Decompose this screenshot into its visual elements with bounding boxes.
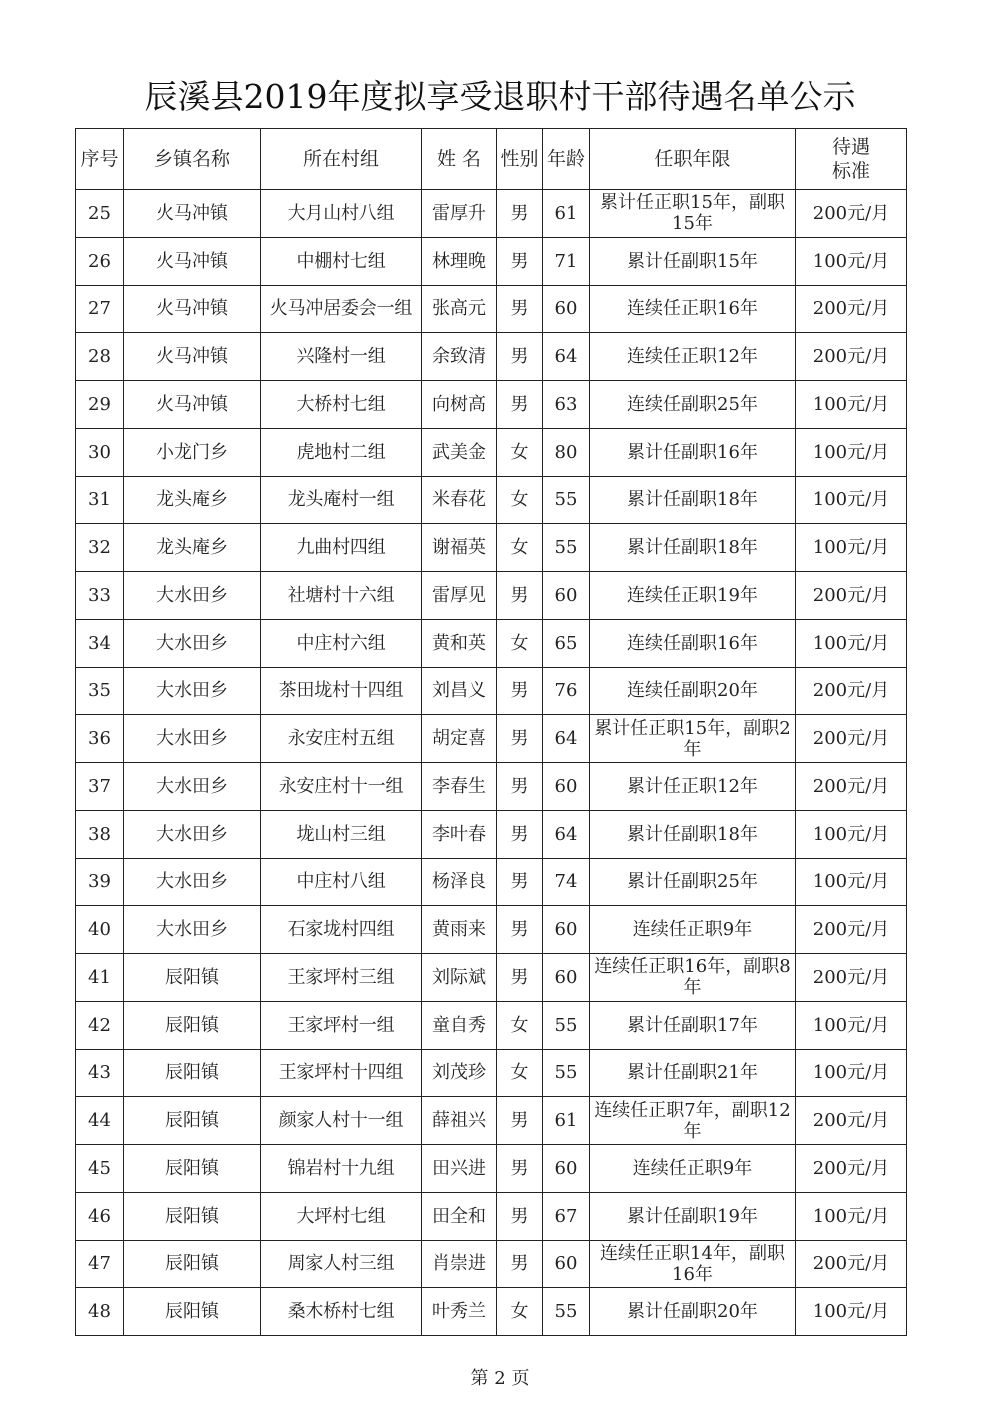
cell-tenure: 累计任副职18年 xyxy=(590,524,796,572)
cell-age: 64 xyxy=(543,810,590,858)
cell-village-group: 九曲村四组 xyxy=(261,524,422,572)
cell-name: 雷厚升 xyxy=(422,190,497,238)
cell-age: 55 xyxy=(543,524,590,572)
cell-standard: 100元/月 xyxy=(796,1049,907,1097)
cell-sex: 男 xyxy=(497,572,543,620)
table-row xyxy=(76,237,907,285)
cell-age: 76 xyxy=(543,667,590,715)
cell-town: 小龙门乡 xyxy=(124,428,261,476)
cell-sex: 女 xyxy=(497,1288,543,1336)
table-row xyxy=(76,954,907,1002)
cell-name: 李春生 xyxy=(422,763,497,811)
cell-village-group: 龙头庵村一组 xyxy=(261,476,422,524)
cell-standard: 100元/月 xyxy=(796,381,907,429)
cell-name: 杨泽良 xyxy=(422,858,497,906)
table-row xyxy=(76,810,907,858)
cell-age: 60 xyxy=(543,954,590,1002)
cell-town: 大水田乡 xyxy=(124,715,261,763)
cell-town: 大水田乡 xyxy=(124,810,261,858)
cell-standard: 100元/月 xyxy=(796,428,907,476)
cell-sex: 男 xyxy=(497,715,543,763)
table-row xyxy=(76,763,907,811)
table-row xyxy=(76,1097,907,1145)
cell-village-group: 王家坪村一组 xyxy=(261,1001,422,1049)
cell-age: 64 xyxy=(543,333,590,381)
cell-name: 余致清 xyxy=(422,333,497,381)
cell-tenure: 连续任副职20年 xyxy=(590,667,796,715)
cell-age: 63 xyxy=(543,381,590,429)
cell-serial-no: 32 xyxy=(76,524,124,572)
cell-serial-no: 41 xyxy=(76,954,124,1002)
cell-town: 辰阳镇 xyxy=(124,1240,261,1288)
cell-village-group: 王家坪村十四组 xyxy=(261,1049,422,1097)
cell-sex: 男 xyxy=(497,954,543,1002)
table-row xyxy=(76,572,907,620)
cell-serial-no: 36 xyxy=(76,715,124,763)
table-row xyxy=(76,715,907,763)
cell-village-group: 虎地村二组 xyxy=(261,428,422,476)
header-standard-line2: 标准 xyxy=(831,160,870,182)
cell-name: 李叶春 xyxy=(422,810,497,858)
cell-serial-no: 26 xyxy=(76,237,124,285)
cell-standard: 100元/月 xyxy=(796,1001,907,1049)
cell-name: 田全和 xyxy=(422,1192,497,1240)
table-row xyxy=(76,524,907,572)
cell-village-group: 中庄村八组 xyxy=(261,858,422,906)
cell-sex: 男 xyxy=(497,333,543,381)
cell-town: 火马冲镇 xyxy=(124,190,261,238)
cell-sex: 男 xyxy=(497,381,543,429)
header-standard xyxy=(796,129,907,190)
cell-age: 60 xyxy=(543,572,590,620)
header-age: 年龄 xyxy=(543,129,590,190)
cell-name: 黄和英 xyxy=(422,619,497,667)
cell-age: 55 xyxy=(543,1288,590,1336)
cell-town: 辰阳镇 xyxy=(124,1288,261,1336)
cell-town: 辰阳镇 xyxy=(124,1049,261,1097)
cell-serial-no: 43 xyxy=(76,1049,124,1097)
cell-standard: 100元/月 xyxy=(796,1192,907,1240)
cell-tenure: 累计任副职20年 xyxy=(590,1288,796,1336)
cell-serial-no: 37 xyxy=(76,763,124,811)
cell-tenure: 连续任副职25年 xyxy=(590,381,796,429)
table-body xyxy=(76,190,907,1336)
cell-standard: 200元/月 xyxy=(796,572,907,620)
cell-village-group: 中庄村六组 xyxy=(261,619,422,667)
cell-standard: 100元/月 xyxy=(796,524,907,572)
cell-sex: 男 xyxy=(497,237,543,285)
cell-age: 80 xyxy=(543,428,590,476)
cell-name: 黄雨来 xyxy=(422,906,497,954)
table-row xyxy=(76,333,907,381)
cell-sex: 女 xyxy=(497,1001,543,1049)
cell-town: 大水田乡 xyxy=(124,906,261,954)
cell-tenure: 累计任正职15年，副职15年 xyxy=(590,190,796,238)
cell-town: 火马冲镇 xyxy=(124,333,261,381)
cell-village-group: 兴隆村一组 xyxy=(261,333,422,381)
header-village-group: 所在村组 xyxy=(261,129,422,190)
cell-tenure: 连续任正职12年 xyxy=(590,333,796,381)
table-row xyxy=(76,1288,907,1336)
header-sex: 性别 xyxy=(497,129,543,190)
cell-village-group: 社塘村十六组 xyxy=(261,572,422,620)
cell-standard: 100元/月 xyxy=(796,237,907,285)
cell-age: 55 xyxy=(543,1001,590,1049)
table-row xyxy=(76,906,907,954)
cell-tenure: 连续任副职16年 xyxy=(590,619,796,667)
cell-town: 辰阳镇 xyxy=(124,1192,261,1240)
table-row xyxy=(76,285,907,333)
cell-age: 74 xyxy=(543,858,590,906)
cell-village-group: 永安庄村十一组 xyxy=(261,763,422,811)
cell-serial-no: 38 xyxy=(76,810,124,858)
cell-age: 60 xyxy=(543,763,590,811)
table-row xyxy=(76,619,907,667)
cell-town: 火马冲镇 xyxy=(124,237,261,285)
cell-standard: 100元/月 xyxy=(796,476,907,524)
cell-village-group: 火马冲居委会一组 xyxy=(261,285,422,333)
cell-town: 大水田乡 xyxy=(124,858,261,906)
cell-serial-no: 27 xyxy=(76,285,124,333)
cell-name: 雷厚见 xyxy=(422,572,497,620)
table-row xyxy=(76,667,907,715)
cell-serial-no: 48 xyxy=(76,1288,124,1336)
table-row xyxy=(76,1145,907,1193)
cell-sex: 男 xyxy=(497,858,543,906)
cell-tenure: 累计任副职17年 xyxy=(590,1001,796,1049)
cell-village-group: 颜家人村十一组 xyxy=(261,1097,422,1145)
cell-town: 大水田乡 xyxy=(124,572,261,620)
cell-serial-no: 34 xyxy=(76,619,124,667)
cell-age: 60 xyxy=(543,285,590,333)
cell-sex: 女 xyxy=(497,524,543,572)
table-row xyxy=(76,1049,907,1097)
cell-town: 大水田乡 xyxy=(124,667,261,715)
cell-age: 55 xyxy=(543,1049,590,1097)
table-row xyxy=(76,858,907,906)
cell-age: 61 xyxy=(543,1097,590,1145)
header-standard-line1: 待遇 xyxy=(831,136,870,158)
cell-village-group: 垅山村三组 xyxy=(261,810,422,858)
cell-tenure: 累计任副职15年 xyxy=(590,237,796,285)
cell-standard: 100元/月 xyxy=(796,858,907,906)
cell-name: 米春花 xyxy=(422,476,497,524)
cell-standard: 200元/月 xyxy=(796,1145,907,1193)
table-row xyxy=(76,190,907,238)
cell-village-group: 周家人村三组 xyxy=(261,1240,422,1288)
header-serial-no: 序号 xyxy=(76,129,124,190)
cell-tenure: 累计任副职21年 xyxy=(590,1049,796,1097)
cell-standard: 100元/月 xyxy=(796,619,907,667)
cell-sex: 男 xyxy=(497,1192,543,1240)
cell-tenure: 累计任副职25年 xyxy=(590,858,796,906)
cell-tenure: 连续任正职16年，副职8年 xyxy=(590,954,796,1002)
cell-age: 71 xyxy=(543,237,590,285)
cell-tenure: 累计任副职18年 xyxy=(590,810,796,858)
cell-name: 胡定喜 xyxy=(422,715,497,763)
page-number: 第 2 页 xyxy=(470,1368,530,1389)
cell-standard: 200元/月 xyxy=(796,763,907,811)
cell-town: 龙头庵乡 xyxy=(124,524,261,572)
cell-tenure: 累计任副职18年 xyxy=(590,476,796,524)
cell-age: 60 xyxy=(543,1240,590,1288)
cell-age: 55 xyxy=(543,476,590,524)
cell-sex: 男 xyxy=(497,810,543,858)
cell-name: 肖崇进 xyxy=(422,1240,497,1288)
cell-age: 67 xyxy=(543,1192,590,1240)
cell-sex: 男 xyxy=(497,906,543,954)
cell-age: 60 xyxy=(543,1145,590,1193)
cell-standard: 200元/月 xyxy=(796,906,907,954)
header-name: 姓 名 xyxy=(422,129,497,190)
cell-town: 辰阳镇 xyxy=(124,1145,261,1193)
cell-town: 火马冲镇 xyxy=(124,285,261,333)
cell-sex: 女 xyxy=(497,428,543,476)
cell-name: 田兴进 xyxy=(422,1145,497,1193)
cell-village-group: 大月山村八组 xyxy=(261,190,422,238)
cell-standard: 100元/月 xyxy=(796,1288,907,1336)
cell-serial-no: 25 xyxy=(76,190,124,238)
cell-town: 大水田乡 xyxy=(124,619,261,667)
header-tenure: 任职年限 xyxy=(590,129,796,190)
cell-village-group: 大桥村七组 xyxy=(261,381,422,429)
table-row xyxy=(76,476,907,524)
cell-village-group: 茶田垅村十四组 xyxy=(261,667,422,715)
cell-standard: 200元/月 xyxy=(796,1240,907,1288)
cell-standard: 200元/月 xyxy=(796,285,907,333)
cell-tenure: 累计任副职16年 xyxy=(590,428,796,476)
cell-age: 60 xyxy=(543,906,590,954)
cell-sex: 男 xyxy=(497,763,543,811)
cell-age: 61 xyxy=(543,190,590,238)
cell-serial-no: 31 xyxy=(76,476,124,524)
cell-village-group: 石家垅村四组 xyxy=(261,906,422,954)
cadre-roster-table xyxy=(75,128,907,1336)
cell-village-group: 桑木桥村七组 xyxy=(261,1288,422,1336)
cell-town: 火马冲镇 xyxy=(124,381,261,429)
cell-name: 谢福英 xyxy=(422,524,497,572)
cell-tenure: 连续任正职14年，副职16年 xyxy=(590,1240,796,1288)
cell-village-group: 永安庄村五组 xyxy=(261,715,422,763)
cell-village-group: 王家坪村三组 xyxy=(261,954,422,1002)
cell-serial-no: 29 xyxy=(76,381,124,429)
cell-sex: 男 xyxy=(497,1145,543,1193)
header-town: 乡镇名称 xyxy=(124,129,261,190)
cell-sex: 男 xyxy=(497,190,543,238)
cell-standard: 200元/月 xyxy=(796,1097,907,1145)
cell-sex: 男 xyxy=(497,285,543,333)
cell-serial-no: 47 xyxy=(76,1240,124,1288)
document-title: 辰溪县2019年度拟享受退职村干部待遇名单公示 xyxy=(144,77,856,116)
cell-serial-no: 45 xyxy=(76,1145,124,1193)
cell-standard: 200元/月 xyxy=(796,954,907,1002)
table-row xyxy=(76,1240,907,1288)
cell-tenure: 连续任正职16年 xyxy=(590,285,796,333)
cell-serial-no: 40 xyxy=(76,906,124,954)
cell-town: 辰阳镇 xyxy=(124,1097,261,1145)
cell-tenure: 累计任正职12年 xyxy=(590,763,796,811)
cell-tenure: 累计任正职15年，副职2年 xyxy=(590,715,796,763)
cell-sex: 男 xyxy=(497,1240,543,1288)
cell-tenure: 连续任正职9年 xyxy=(590,906,796,954)
cell-tenure: 累计任副职19年 xyxy=(590,1192,796,1240)
table-row xyxy=(76,1001,907,1049)
cell-tenure: 连续任正职7年，副职12年 xyxy=(590,1097,796,1145)
cell-village-group: 大坪村七组 xyxy=(261,1192,422,1240)
cell-town: 辰阳镇 xyxy=(124,954,261,1002)
cell-sex: 女 xyxy=(497,1049,543,1097)
cell-name: 刘际斌 xyxy=(422,954,497,1002)
cell-town: 辰阳镇 xyxy=(124,1001,261,1049)
cell-name: 武美金 xyxy=(422,428,497,476)
cell-name: 林理晚 xyxy=(422,237,497,285)
cell-sex: 女 xyxy=(497,619,543,667)
cell-age: 65 xyxy=(543,619,590,667)
cell-sex: 女 xyxy=(497,476,543,524)
cell-village-group: 锦岩村十九组 xyxy=(261,1145,422,1193)
cell-serial-no: 44 xyxy=(76,1097,124,1145)
cell-age: 64 xyxy=(543,715,590,763)
table-row xyxy=(76,428,907,476)
cell-serial-no: 35 xyxy=(76,667,124,715)
cell-name: 叶秀兰 xyxy=(422,1288,497,1336)
cell-tenure: 连续任正职9年 xyxy=(590,1145,796,1193)
table-header-row xyxy=(76,129,907,190)
cell-sex: 男 xyxy=(497,1097,543,1145)
cell-serial-no: 28 xyxy=(76,333,124,381)
cell-village-group: 中棚村七组 xyxy=(261,237,422,285)
cell-name: 刘昌义 xyxy=(422,667,497,715)
cell-serial-no: 42 xyxy=(76,1001,124,1049)
table-row xyxy=(76,1192,907,1240)
cell-standard: 200元/月 xyxy=(796,715,907,763)
cell-standard: 100元/月 xyxy=(796,810,907,858)
cell-standard: 200元/月 xyxy=(796,333,907,381)
cell-standard: 200元/月 xyxy=(796,667,907,715)
cell-serial-no: 39 xyxy=(76,858,124,906)
cell-town: 龙头庵乡 xyxy=(124,476,261,524)
cell-name: 向树高 xyxy=(422,381,497,429)
table-row xyxy=(76,381,907,429)
cell-serial-no: 30 xyxy=(76,428,124,476)
cell-serial-no: 33 xyxy=(76,572,124,620)
cell-sex: 男 xyxy=(497,667,543,715)
cell-name: 童自秀 xyxy=(422,1001,497,1049)
cell-town: 大水田乡 xyxy=(124,763,261,811)
cell-standard: 200元/月 xyxy=(796,190,907,238)
cell-name: 刘茂珍 xyxy=(422,1049,497,1097)
cell-tenure: 连续任正职19年 xyxy=(590,572,796,620)
cell-name: 薛祖兴 xyxy=(422,1097,497,1145)
cell-name: 张高元 xyxy=(422,285,497,333)
cell-serial-no: 46 xyxy=(76,1192,124,1240)
